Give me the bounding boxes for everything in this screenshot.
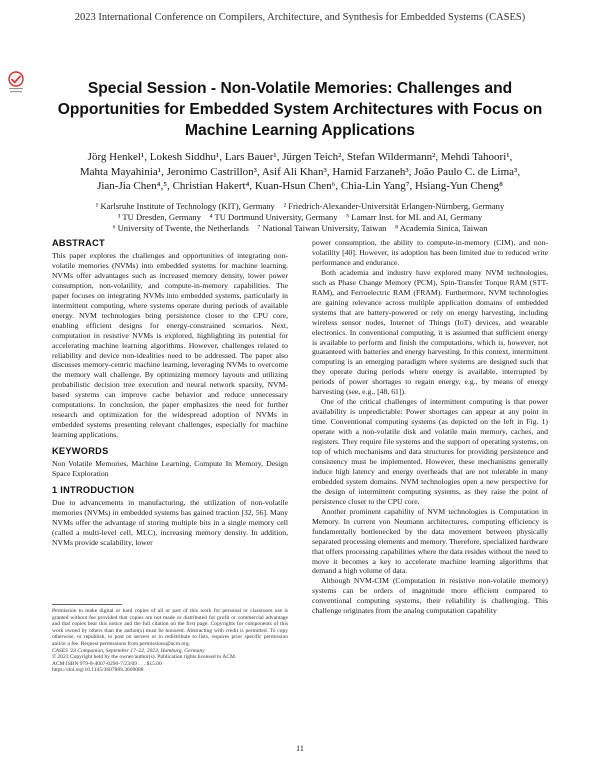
body-paragraph: Although NVM-CIM (Computation in resistive non-volatile memory) systems can be orders of magnitude more efficient compared to conventional computing systems, their reliability is challenging. This challenge originates from the analog computation capability <box>312 576 548 616</box>
isbn-text: ACM ISBN 979-8-4007-0290-7/23/09 . . . $15.00 <box>52 660 162 667</box>
abstract-text: This paper explores the challenges and opportunities of integrating non-volatile memories (NVMs) into embedded systems for machine learning. NVMs offer advantages such as increased memory density, lower power consumption, non-volatility, and compute-in-memory capabilities. The paper focuses on integrating NVMs into embedded systems, particularly in intermittent computing, where systems operate during periods of available energy. NVM technologies bring persistence closer to the CPU core, enabling efficient designs for energy-constrained scenarios. Next, computation in resistive NVMs is explored, highlighting its potential for accelerating machine learning algorithms. However, challenges related to reliability and device non-idealities need to be addressed. The paper also discusses memory-centric machine learning, leveraging NVMs to overcome the memory wall challenge. By optimizing memory layouts and utilizing probabilistic decision tree execution and neural network sparsity, NVM-based systems can improve cache behavior and reduce unnecessary computations. In conclusion, the paper emphasizes the need for further research and optimization for the widespread adoption of NVMs in embedded systems presenting relevant challenges, especially for machine learning applications. <box>52 251 288 440</box>
conference-header: 2023 International Conference on Compilers, Architecture, and Synthesis for Embedded Systems (CASES) <box>74 12 526 23</box>
affiliation-line: ¹ Karlsruhe Institute of Technology (KIT), Germany ² Friedrich-Alexander-Universität Erlangen-Nürnberg, Germany <box>95 201 505 211</box>
permission-text: Permission to make digital or hard copies of all or part of this work for personal or classroom use is granted without fee provided that copies are not made or distributed for profit or commercial advantage and that copies bear this notice and the full citation on the first page. Copyrights for components of this work owned by others than the author(s) must be honored. Abstracting with credit is permitted. To copy otherwise, or republish, to post on servers or to redistribute to lists, requires prior specific permission and/or a fee. Request permissions from permissions@acm.org. <box>52 608 288 647</box>
body-paragraph: Both academia and industry have explored many NVM technologies, such as Phase Change Memory (PCM), Spin-Transfer Torque RAM (STT-RAM), and Ferroelectric RAM (FRAM). Furthermore, NVM technologies are gaining relevance across multiple application domains of embedded systems that are battery-powered or rely on energy harvesting, including wireless sensor nodes, Internet of Things (IoT) devices, and wearable electronics. In conventional computing, it is assumed that sufficient energy is available to perform and finish the computations, which is, however, not guaranteed with batteries and energy harvesting. In this context, intermittent computing is an emerging paradigm where systems are designed such that they operate during periods where energy is available, interrupted by periods of power shortages to regain energy, e.g., by means of energy harvesting (see, e.g., [48, 61]). <box>312 267 548 397</box>
introduction-paragraph: Due to advancements in manufacturing, the utilization of non-volatile memories (NVMs) in embedded systems has gained traction [32, 56]. Many NVMs offer the advantage of storing multiple bits in a single memory cell (called a multi-level cell, MLC), increasing memory density. In addition, NVMs provide scalability, lower <box>52 498 288 547</box>
author-line: Mahta Mayahinia¹, Jeronimo Castrillon³, Asif Ali Khan³, Hamid Farzaneh³, João Paulo C. de Lima³, <box>79 165 521 178</box>
check-for-updates-icon <box>6 70 26 98</box>
affiliation-list <box>40 201 560 235</box>
venue-text: CASES '23 Companion, September 17–22, 2023, Hamburg, Germany <box>52 647 205 654</box>
introduction-heading: 1 INTRODUCTION <box>52 485 135 496</box>
copyright-text: © 2023 Copyright held by the owner/author(s). Publication rights licensed to ACM. <box>52 654 237 661</box>
body-paragraph: power consumption, the ability to compute-in-memory (CIM), and non-volatility [40]. However, its adoption has been limited due to reduced write performance and endurance. <box>312 238 548 267</box>
paper-title: Special Session - Non-Volatile Memories: Challenges and Opportunities for Embedded System Architectures with Focus on Machine Learning Applications <box>57 80 543 139</box>
doi-link[interactable]: https://doi.org/10.1145/3607889.3609088 <box>52 667 144 674</box>
right-column <box>312 238 548 616</box>
permission-footnote <box>52 604 288 674</box>
badge-label <box>6 103 7 104</box>
page-number: 11 <box>296 744 304 753</box>
body-paragraph: Another prominent capability of NVM technologies is Computation in Memory. In current von Neumann architectures, computing efficiency is fundamentally bottlenecked by the data movement between physically separated processing elements and memory. Therefore, specialized hardware that offers processing capabilities where the data resides without the need to move it becomes a key to accelerate machine learning algorithms that demand a high volume of data. <box>312 506 548 576</box>
affiliation-line: ³ TU Dresden, Germany ⁴ TU Dortmund University, Germany ⁵ Lamarr Inst. for ML and AI, Germany <box>117 212 483 223</box>
check-for-updates-badge[interactable] <box>6 70 26 98</box>
author-line: Jian-Jia Chen⁴,⁵, Christian Hakert⁴, Kuan-Hsun Chen⁶, Chia-Lin Yang⁷, Hsiang-Yun Cheng⁸ <box>97 180 503 192</box>
keywords-text: Non Volatile Memories, Machine Learning, Compute In Memory, Design Space Exploration <box>52 459 288 479</box>
author-line: Jörg Henkel¹, Lokesh Siddhu¹, Lars Bauer¹, Jürgen Teich², Stefan Wildermann², Mehdi Tahoori¹, <box>87 151 513 163</box>
author-list <box>50 150 550 194</box>
abstract-heading: ABSTRACT <box>52 238 105 248</box>
body-paragraph: One of the critical challenges of intermittent computing is that power availability is unpredictable: Power shortages can appear at any point in time. Conventional computing systems (as depicted on the left in Fig. 1) operate with a non-volatile disk and volatile main memory, caches, and registers. They require file systems and the support of operating systems, on top of which mechanisms and data structures for providing persistence and consistency must be implemented. However, these mechanisms generally induce high latency and energy overheads that are not tolerable in many embedded system domains. NVM technologies open a new perspective for the design of intermittent computing systems, as they raise the point of persistence closer to the CPU core. <box>312 397 548 506</box>
keywords-heading: KEYWORDS <box>52 446 109 457</box>
footnote-rule <box>52 604 122 605</box>
affiliation-line: ⁶ University of Twente, the Netherlands ⁷ National Taiwan University, Taiwan ⁸ Academia Sinica, Taiwan <box>112 223 488 234</box>
left-column <box>52 238 288 548</box>
